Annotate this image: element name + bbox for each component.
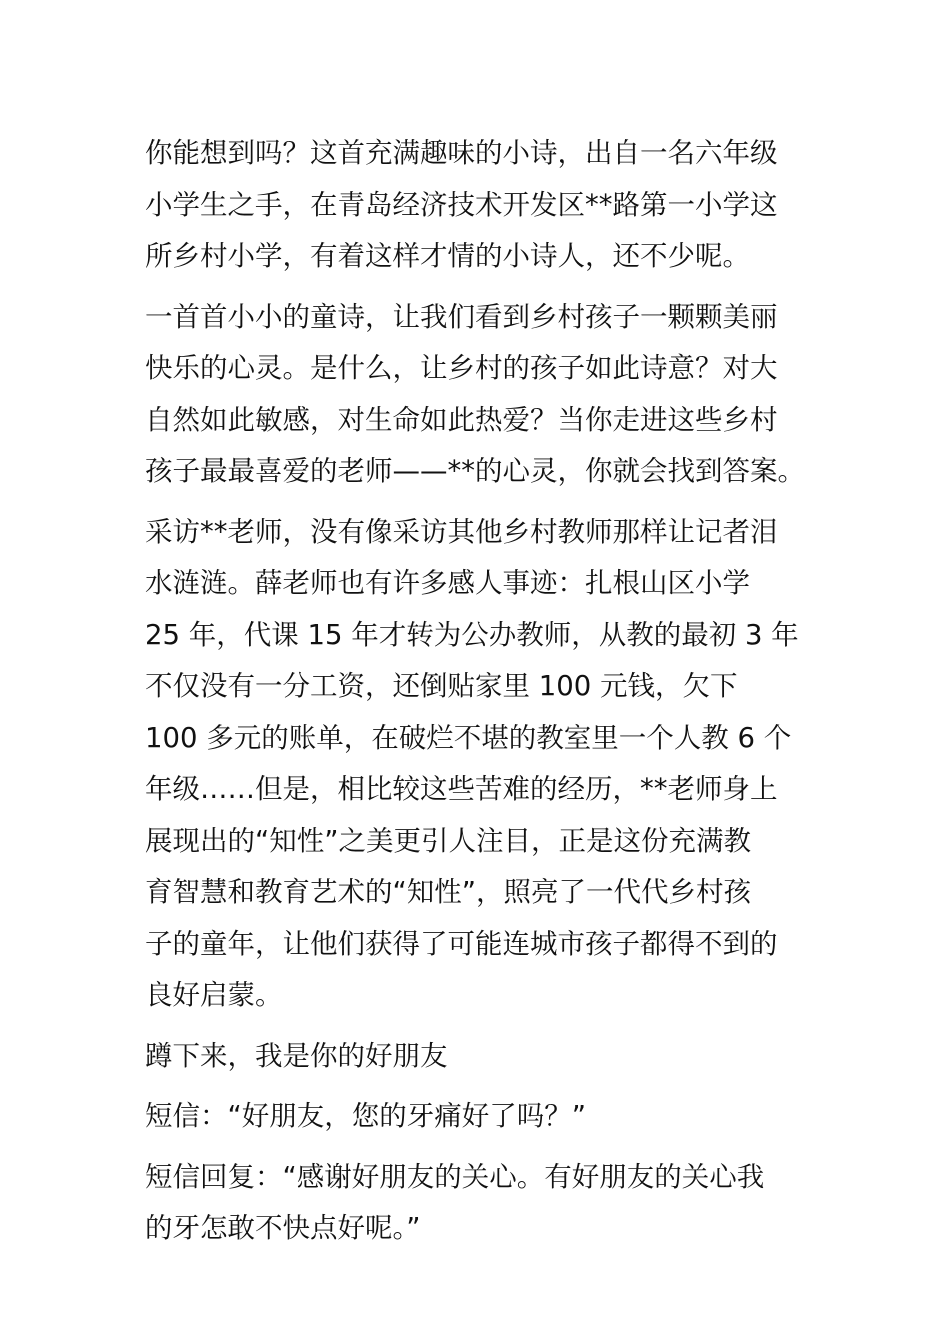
text-line: 采访**老师，没有像采访其他乡村教师那样让记者泪 xyxy=(145,515,778,548)
text-line: 展现出的“知性”之美更引人注目，正是这份充满教 xyxy=(145,824,751,857)
text-line: 自然如此敏感，对生命如此热爱？当你走进这些乡村 xyxy=(145,403,778,436)
text-line: 短信：“好朋友，您的牙痛好了吗？” xyxy=(145,1100,586,1132)
text-line: 快乐的心灵。是什么，让乡村的孩子如此诗意？对大 xyxy=(145,352,778,384)
paragraph-intro xyxy=(145,128,825,283)
text-line: 年级……但是，相比较这些苦难的经历，**老师身上 xyxy=(145,773,778,805)
text-line: 子的童年，让他们获得了可能连城市孩子都得不到的 xyxy=(145,927,778,960)
text-line: 所乡村小学，有着这样才情的小诗人，还不少呢。 xyxy=(145,240,750,272)
text-line: 良好启蒙。 xyxy=(145,979,283,1011)
text-line: 小学生之手，在青岛经济技术开发区**路第一小学这 xyxy=(145,188,778,221)
text-line: 的牙怎敢不快点好呢。” xyxy=(145,1212,421,1244)
text-line: 育智慧和教育艺术的“知性”，照亮了一代代乡村孩 xyxy=(145,876,751,908)
text-line: 水涟涟。薛老师也有许多感人事迹：扎根山区小学 xyxy=(145,567,750,599)
text-line: 短信回复：“感谢好朋友的关心。有好朋友的关心我 xyxy=(145,1160,765,1193)
text-line: 你能想到吗？这首充满趣味的小诗，出自一名六年级 xyxy=(145,137,778,169)
section-heading xyxy=(145,1031,825,1083)
paragraph-sms-reply xyxy=(145,1152,825,1255)
paragraph-poems xyxy=(145,292,825,498)
heading-line: 蹲下来，我是你的好朋友 xyxy=(145,1039,448,1072)
paragraph-interview xyxy=(145,507,825,1022)
text-line: 25 年，代课 15 年才转为公办教师，从教的最初 3 年 xyxy=(145,618,799,651)
text-line: 100 多元的账单，在破烂不堪的教室里一个人教 6 个 xyxy=(145,721,792,754)
text-line: 孩子最最喜爱的老师——**的心灵，你就会找到答案。 xyxy=(145,455,805,487)
paragraph-sms xyxy=(145,1091,825,1143)
text-line: 一首首小小的童诗，让我们看到乡村孩子一颗颗美丽 xyxy=(145,300,778,333)
document-body xyxy=(145,128,825,1264)
text-line: 不仅没有一分工资，还倒贴家里 100 元钱，欠下 xyxy=(145,670,738,702)
